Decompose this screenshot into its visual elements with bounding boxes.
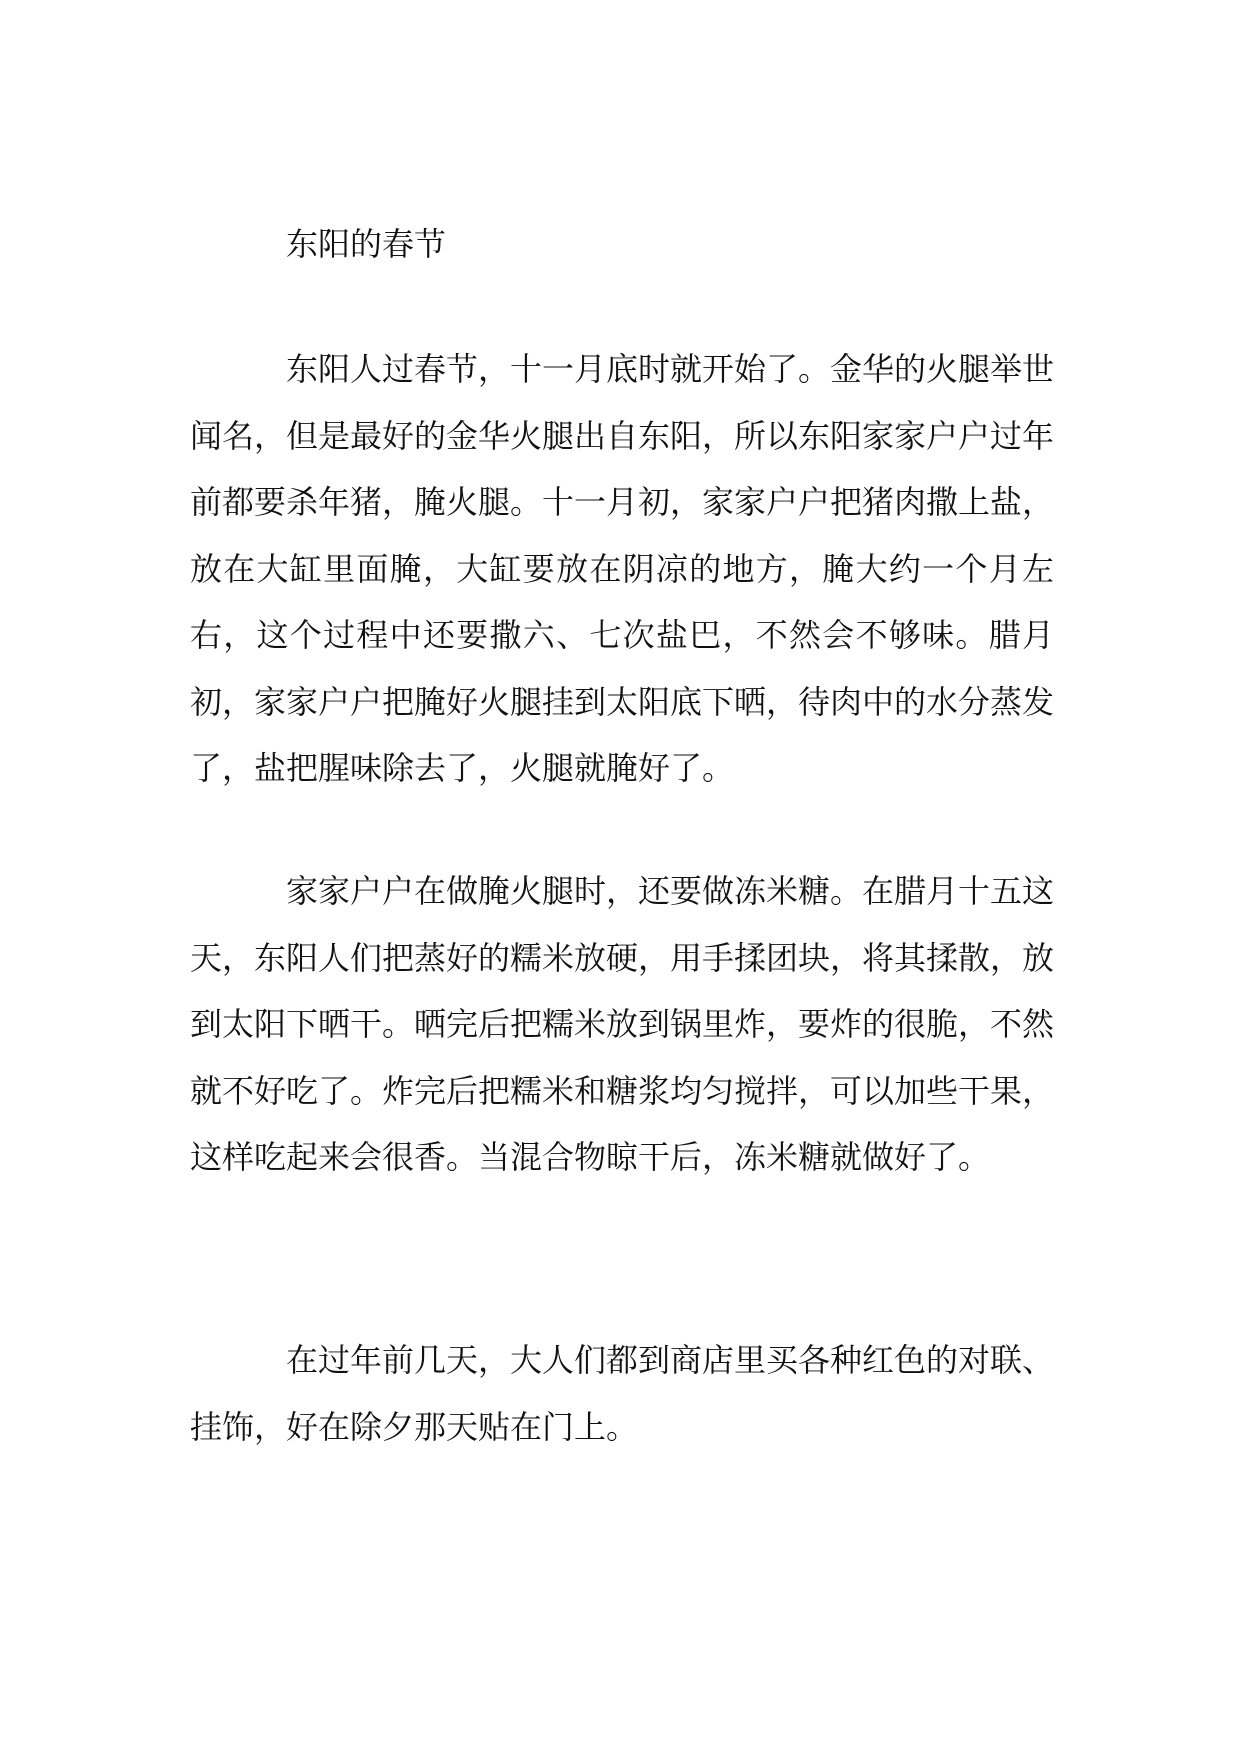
document-title: 东阳的春节 bbox=[286, 225, 447, 263]
paragraph-couplets: 在过年前几天，大人们都到商店里买各种红色的对联、挂饰，好在除夕那天贴在门上。 bbox=[190, 1341, 1055, 1446]
paragraph-ham: 东阳人过春节，十一月底时就开始了。金华的火腿举世闻名，但是最好的金华火腿出自东阳，所以东阳家家户户过年前都要杀年猪，腌火腿。十一月初，家家户户把猪肉撒上盐，放在大缸里面腌，大缸要放在阴凉的地方，腌大约一个月左右，这个过程中还要撒六、七次盐巴，不然会不够味。腊月初，家家户户把腌好火腿挂到太阳底下晒，待肉中的水分蒸发了，盐把腥味除去了，火腿就腌好了。 bbox=[190, 350, 1055, 787]
paragraph-rice-candy: 家家户户在做腌火腿时，还要做冻米糖。在腊月十五这天，东阳人们把蒸好的糯米放硬，用手揉团块，将其揉散，放到太阳下晒干。晒完后把糯米放到锅里炸，要炸的很脆，不然就不好吃了。炸完后把糯米和糖浆均匀搅拌，可以加些干果，这样吃起来会很香。当混合物晾干后，冻米糖就做好了。 bbox=[190, 872, 1055, 1176]
